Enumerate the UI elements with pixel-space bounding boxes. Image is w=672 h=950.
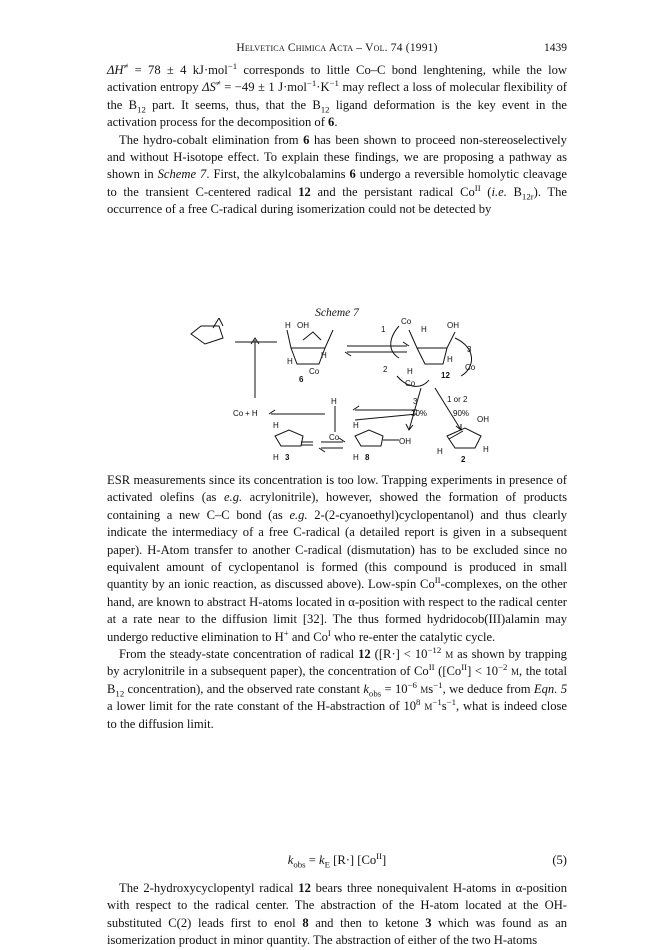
svg-text:Co: Co bbox=[329, 433, 340, 442]
svg-text:2: 2 bbox=[383, 365, 388, 374]
text-block-middle bbox=[107, 472, 567, 733]
compound-6-ring bbox=[291, 348, 325, 364]
svg-text:H: H bbox=[437, 447, 443, 456]
compound-6-ring-top bbox=[303, 332, 321, 340]
scheme-title: Scheme 7 bbox=[315, 307, 359, 319]
compound-label-12: 12 bbox=[441, 371, 450, 380]
enol-8-ring bbox=[355, 430, 383, 446]
svg-text:OH: OH bbox=[399, 437, 411, 446]
svg-text:+ H: + H bbox=[245, 409, 258, 418]
svg-text:Co: Co bbox=[401, 318, 412, 326]
compound-label-6: 6 bbox=[299, 375, 304, 384]
svg-text:OH: OH bbox=[447, 321, 459, 330]
svg-text:H: H bbox=[321, 351, 327, 360]
compound-6-backbone bbox=[287, 330, 333, 348]
svg-text:Co: Co bbox=[309, 367, 320, 376]
compound-label-8: 8 bbox=[365, 453, 370, 462]
radical-12-backbone bbox=[409, 330, 455, 348]
equation-number: (5) bbox=[552, 853, 567, 867]
svg-text:H: H bbox=[331, 397, 337, 406]
text-block-top bbox=[107, 62, 567, 219]
paragraph-hydrocobalt: The hydro-cobalt elimination from 6 has been shown to proceed non-stereoselectively and without H-isotope effect. To explain these findings, we are proposing a pathway as shown in Scheme 7. First, the alkylcobalamins 6 undergo a reversible homolytic cleavage to the transient C-centered radical 12 and the persistant radical $Co^{II}$ (i.e. $B_{12r}$). The occurrence of a free C-radical during isomerization could not be detected by bbox=[107, 132, 567, 217]
svg-text:H: H bbox=[483, 445, 489, 454]
running-header bbox=[107, 42, 567, 58]
svg-text:1 or 2: 1 or 2 bbox=[447, 395, 468, 404]
svg-text:H: H bbox=[353, 421, 359, 430]
svg-text:H: H bbox=[285, 321, 291, 330]
svg-text:H: H bbox=[421, 325, 427, 334]
alkene-2-ring bbox=[447, 428, 481, 448]
journal-title: Helvetica Chimica Acta – Vol. 74 (1991) bbox=[236, 42, 438, 54]
curved-arrow-1 bbox=[391, 326, 399, 358]
compound-label-2: 2 bbox=[461, 455, 466, 464]
text-block-bottom bbox=[107, 880, 567, 950]
svg-text:H: H bbox=[353, 453, 359, 462]
paragraph-radical-12: The 2-hydroxycyclopentyl radical 12 bears three nonequivalent H-atoms in α-position with respect to the radical center. The abstraction of the H-atom located at the OH-substituted C(2) leads first to enol 8 and then to ketone 3 which was found as an isomerization product in minor quantity. The abstraction of either of the two H-atoms bbox=[107, 881, 567, 948]
svg-text:H: H bbox=[273, 421, 279, 430]
svg-text:90%: 90% bbox=[453, 409, 470, 418]
compound-label-3: 3 bbox=[285, 453, 290, 462]
ketone-3-ring bbox=[275, 430, 303, 446]
paragraph-activation: ΔH≠ = 78 ± 4 kJ·mol$^{-1}$ corresponds to little Co–C bond lenghtening, while the low activation entropy ΔS≠ = −49 ± 1 $J\cdot mol^{-1}\cdot K^{-1}$ may reflect a loss of molecular flexibility of the $B_{12}$ part. It seems, thus, that the $B_{12}$ ligand deformation is the key event in the activation process for the decomposition of 6. bbox=[107, 60, 568, 130]
label-oh: OH bbox=[297, 321, 309, 330]
svg-text:H: H bbox=[407, 367, 413, 376]
svg-text:H: H bbox=[273, 453, 279, 462]
svg-text:H: H bbox=[447, 355, 453, 364]
svg-text:10%: 10% bbox=[411, 409, 428, 418]
svg-text:H: H bbox=[287, 357, 293, 366]
svg-text:OH: OH bbox=[477, 415, 489, 424]
paragraph-steady-state: From the steady-state concentration of radical 12 ($[R\cdot] < 10^{-12}$ m as shown by trapping by acrylonitrile in a subsequent paper), the concentration of $Co^{II}$ ($[Co^{II}] < 10^{-2}$ m, the total $B_{12}$ concentration), and the observed rate constant $k_{obs} = 10^{-6}$ $ms^{-1}$, we deduce from Eqn. 5 a lower limit for the rate constant of the H-abstraction of $10^8$ $m^{-1}s^{-1}$, what is indeed close to the diffusion limit. bbox=[107, 644, 568, 731]
svg-text:3: 3 bbox=[467, 345, 472, 354]
svg-text:1: 1 bbox=[381, 325, 386, 334]
equation-body: $k_{obs} = k_E$ [R·] $[Co^{II}]$ bbox=[287, 850, 387, 870]
svg-text:Co: Co bbox=[233, 409, 244, 418]
scheme-diagram bbox=[185, 318, 505, 466]
paragraph-esr: ESR measurements since its concentration is too low. Trapping experiments in presence of activated olefins (as e.g. acrylonitrile), however, showed the formation of products containing a new C–C bond (as e.g. 2-(2-cyanoethyl)cyclopentanol) and thus clearly indicate the intermediacy of a free C-radical (a detailed report is given in a subsequent paper). H-Atom transfer to another C-radical (dismutation) has to be excluded since no equivalent amount of cyclopentanol is formed (this compound is produced in small quantity by an ionic reaction, as discussed above). Low-spin $Co^{II}$-complexes, on the other hand, are known to abstract H-atoms located in α-position with respect to the radical center at a rate near to the diffusion limit [32]. The thus formed hydridocob(III)alamin may undergo reductive elimination to H+ and $Co^I$ who re-enter the catalytic cycle. bbox=[107, 473, 568, 644]
page-number: 1439 bbox=[544, 42, 567, 54]
epoxide-ring bbox=[191, 326, 223, 344]
svg-text:3: 3 bbox=[413, 397, 418, 406]
svg-text:Co: Co bbox=[405, 379, 416, 388]
svg-text:Co: Co bbox=[465, 363, 476, 372]
